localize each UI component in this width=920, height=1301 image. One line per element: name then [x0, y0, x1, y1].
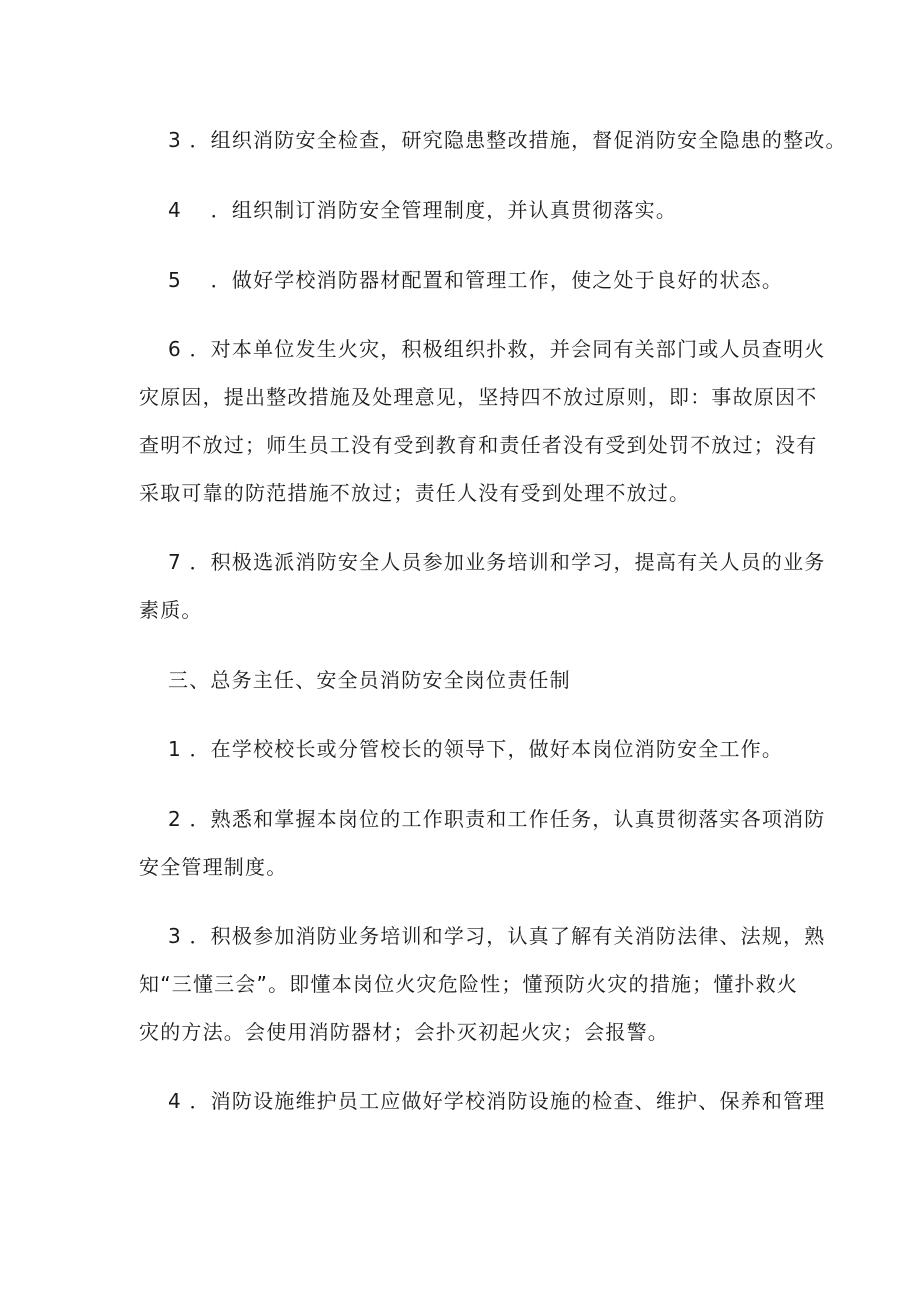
section-item-3-line-1: 3 ．积极参加消防业务培训和学习，认真了解有关消防法律、法规，熟: [168, 924, 826, 948]
section-item-1-line-1: 1 ．在学校校长或分管校长的领导下，做好本岗位消防安全工作。: [168, 737, 784, 761]
section-heading: 三、总务主任、安全员消防安全岗位责任制: [168, 668, 571, 692]
paragraph-item-6-line-4: 采取可靠的防范措施不放过；责任人没有受到处理不放过。: [139, 481, 691, 505]
paragraph-item-6-line-2: 灾原因，提出整改措施及处理意见，坚持四不放过原则，即：事故原因不: [139, 385, 818, 409]
paragraph-item-4-line-1: 4 ．组织制订消防安全管理制度，并认真贯彻落实。: [168, 198, 678, 222]
paragraph-item-7-line-2: 素质。: [139, 598, 203, 622]
paragraph-item-3-line-1: 3 ．组织消防安全检查，研究隐患整改措施，督促消防安全隐患的整改。: [168, 128, 847, 152]
section-item-2-line-1: 2 ．熟悉和掌握本岗位的工作职责和工作任务，认真贯彻落实各项消防: [168, 807, 826, 831]
paragraph-item-7-line-1: 7 ．积极选派消防安全人员参加业务培训和学习，提高有关人员的业务: [168, 550, 826, 574]
section-item-3-line-2: 知“三懂三会”。即懂本岗位火灾危险性；懂预防火灾的措施；懂扑救火: [139, 972, 799, 996]
section-item-2-line-2: 安全管理制度。: [139, 855, 288, 879]
section-item-3-line-3: 灾的方法。会使用消防器材；会扑灭初起火灾；会报警。: [139, 1020, 669, 1044]
paragraph-item-6-line-3: 查明不放过；师生员工没有受到教育和责任者没有受到处罚不放过；没有: [139, 433, 818, 457]
paragraph-item-6-line-1: 6 ．对本单位发生火灾，积极组织扑救，并会同有关部门或人员查明火: [168, 337, 826, 361]
paragraph-item-5-line-1: 5 ．做好学校消防器材配置和管理工作，使之处于良好的状态。: [168, 268, 784, 292]
section-item-4-line-1: 4 ．消防设施维护员工应做好学校消防设施的检查、维护、保养和管理: [168, 1089, 826, 1113]
